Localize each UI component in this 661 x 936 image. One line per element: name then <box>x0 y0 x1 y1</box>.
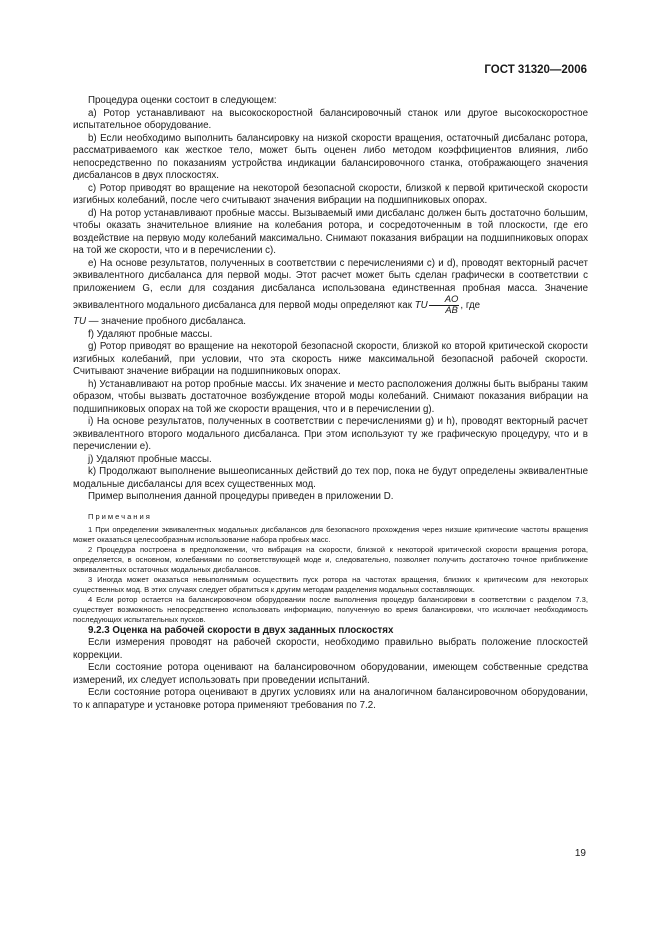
list-item-b: b) Если необходимо выполнить балансировку на низкой скорости вращения, остаточный дисбаланс ротора, рассматриваемого как жесткое тело, может быть оценен либо методом коэффициентов влияния, либо непосредственно по показаниям устройства индикации балансировочного станка, отображающего значения дисбалансов в двух плоскостях. <box>73 132 588 181</box>
section-paragraph: Если состояние ротора оценивают в других условиях или на аналогичном балансировочном оборудовании, то к аппаратуре и установке ротора применяют требования по 7.2. <box>73 687 588 711</box>
list-item-c: c) Ротор приводят во вращение на некоторой безопасной скорости, близкой к первой критической скорости изгибных колебаний, после чего считывают значения вибрации на подшипниковых опорах. <box>73 182 588 206</box>
page-body <box>73 95 588 712</box>
list-item-i: i) На основе результатов, полученных в соответствии с перечислениями g) и h), проводят векторный расчет эквивалентного второго модального дисбаланса. При этом используют ту же графическую процедуру, что и в перечислении e). <box>73 416 588 452</box>
example-reference: Пример выполнения данной процедуры приведен в приложении D. <box>88 491 394 502</box>
formula-prefix: TU <box>414 300 428 312</box>
tu-variable: TU <box>73 316 86 327</box>
list-item-e <box>73 258 588 317</box>
note-item: 2 Процедура построена в предположении, что вибрация на скорости, близкой к некоторой критической скорости вращения ротора, определяется, в основном, колебаниями по соответствующей моде и, следовательно, позволяет получить достаточно точное приближение эквивалентных остаточных модальных дисбалансов. <box>73 544 588 574</box>
list-item-d: d) На ротор устанавливают пробные массы. Вызываемый ими дисбаланс должен быть достаточно большим, чтобы оказать значительное влияние на колебания ротора, и сосредоточенным в той плоскости, где его воздействие на первую моду колебаний максимально. Снимают показания вибрации на подшипниковых опорах на той же скорости, что и в перечислении c). <box>73 207 588 256</box>
list-item-j: j) Удаляют пробные массы. <box>88 453 212 465</box>
note-item: 3 Иногда может оказаться невыполнимым осуществить пуск ротора на частотах вращения, близких к критическим для некоторых существенных мод. В этих случаях следует обратиться к другим методам разделения модальных составляющих. <box>73 574 588 594</box>
list-item-e-tail: , где <box>460 300 481 312</box>
formula-denominator: AB <box>445 305 458 316</box>
list-item-k: k) Продолжают выполнение вышеописанных действий до тех пор, пока не будут определены эквивалентные модальные дисбалансы для всех существенных мод. <box>73 466 588 490</box>
list-item-h: h) Устанавливают на ротор пробные массы. Их значение и место расположения должны быть выбраны таким образом, чтобы вызвать достаточное возбуждение второй моды колебаний. Снимают показания вибрации на подшипниковых опорах на той же скорости вращения, что и в перечислении g). <box>73 378 588 415</box>
note-item: 4 Если ротор остается на балансировочном оборудовании после выполнения процедур балансировки в соответствии с разделом 7.3, существует возможность непосредственно использовать информацию, полученную во время балансировки, что исключает необходимость последующих испытательных пусков. <box>73 594 588 624</box>
page-number: 19 <box>574 848 586 859</box>
section-heading: 9.2.3 Оценка на рабочей скорости в двух заданных плоскостях <box>88 624 394 636</box>
list-item-e-text: e) На основе результатов, полученных в соответствии с перечислениями c) и d), проводят векторный расчет эквивалентного дисбаланса для первой моды. Этот расчет может быть сделан графически в соответствии с приложением G, если для создания дисбаланса использована единственная пробная масса. Значение эквивалентного модального дисбаланса для первой моды определяют как <box>73 257 588 312</box>
note-item: 1 При определении эквивалентных модальных дисбалансов для безопасного прохождения через низшие критические частоты вращения может оказаться целесообразным использование набора пробных масс. <box>73 524 588 544</box>
tu-definition <box>73 316 588 329</box>
notes-block <box>73 512 588 625</box>
section-paragraph: Если измерения проводят на рабочей скорости, необходимо правильно выбрать положение плоскостей коррекции. <box>73 637 588 661</box>
tu-definition-text: — значение пробного дисбаланса. <box>86 316 246 327</box>
list-item-f: f) Удаляют пробные массы. <box>88 328 213 340</box>
list-item-a: a) Ротор устанавливают на высокоскоростной балансировочный станок или другое высокоскоростное испытательное оборудование. <box>73 107 588 131</box>
formula-numerator: AO <box>429 295 460 306</box>
intro-paragraph: Процедура оценки состоит в следующем: <box>88 95 277 106</box>
notes-title: Примечания <box>88 511 152 521</box>
document-header: ГОСТ 31320—2006 <box>484 64 587 76</box>
section-paragraph: Если состояние ротора оценивают на балансировочном оборудовании, имеющем собственные средства измерений, их следует использовать при проведении испытаний. <box>73 662 588 686</box>
formula-fraction <box>429 295 460 316</box>
list-item-g: g) Ротор приводят во вращение на некоторой безопасной скорости, близкой ко второй критической скорости изгибных колебаний, при условии, что эта скорость ниже максимальной безопасной рабочей скорости. Считывают значение вибрации на подшипниковых опорах. <box>73 341 588 377</box>
